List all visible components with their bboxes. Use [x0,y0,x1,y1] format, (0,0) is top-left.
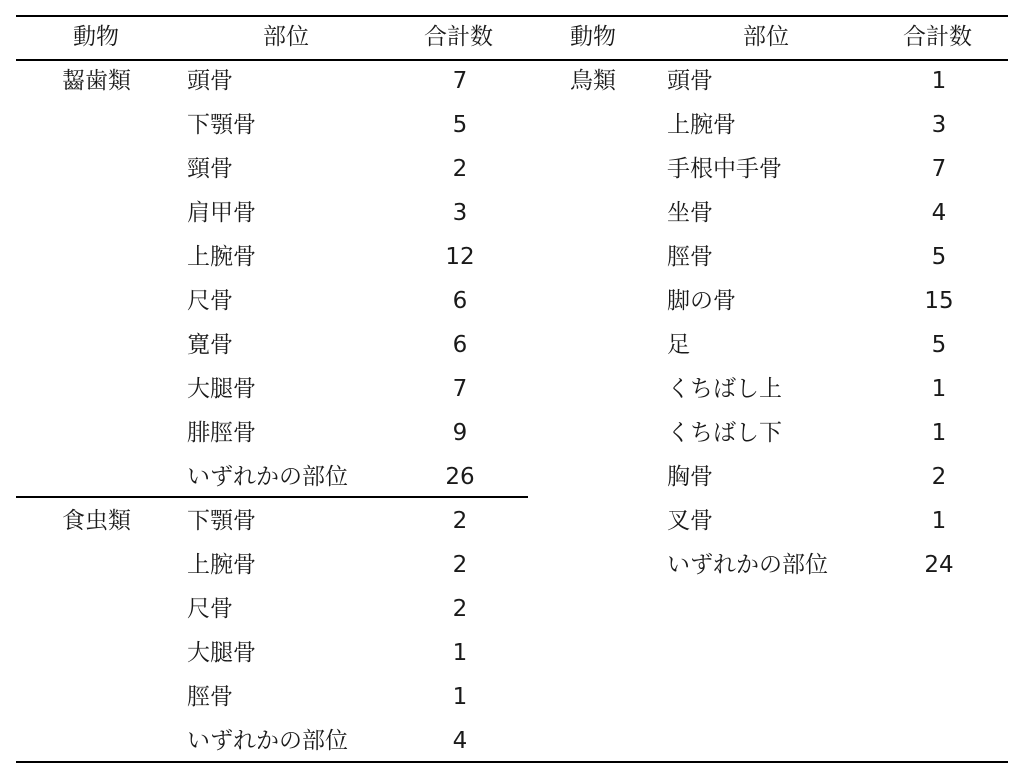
group-divider-rule [16,496,528,498]
table-row-part: 足 [667,332,690,358]
table-row-part: 肩甲骨 [187,200,256,226]
header-part-left: 部位 [263,24,309,50]
header-part-right: 部位 [743,24,789,50]
table-row-total: 6 [452,332,468,358]
table-row-total: 2 [452,596,468,622]
table-row-total: 12 [445,244,475,270]
table-row-total: 7 [452,68,468,94]
table-row-part: くちばし上 [667,376,782,402]
table-row-total: 1 [931,420,947,446]
table-row-part: 叉骨 [667,508,713,534]
table-row-total: 4 [931,200,947,226]
table-row-part: 下顎骨 [187,112,256,138]
table-row-total: 9 [452,420,468,446]
table-row-total: 15 [924,288,954,314]
table-row-part: 手根中手骨 [667,156,782,182]
table-row-part: いずれかの部位 [667,552,828,578]
bottom-rule [16,761,1008,763]
header-total-left: 合計数 [424,24,493,50]
table-row-total: 3 [452,200,468,226]
table-row-total: 2 [452,156,468,182]
table-row-total: 2 [452,508,468,534]
group-label-insectivores: 食虫類 [62,508,131,534]
header-animal-left: 動物 [73,24,119,50]
table-row-total: 4 [452,728,468,754]
table-row-part: いずれかの部位 [187,728,348,754]
header-rule [16,59,1008,61]
table-row-total: 2 [931,464,947,490]
table-row-part: 上腕骨 [667,112,736,138]
table-row-total: 6 [452,288,468,314]
table-row-part: 大腿骨 [187,376,256,402]
table-row-part: 上腕骨 [187,552,256,578]
table-row-part: 尺骨 [187,288,233,314]
table-row-total: 1 [931,376,947,402]
table-row-part: 坐骨 [667,200,713,226]
table-row-part: 尺骨 [187,596,233,622]
table-row-part: 頸骨 [187,156,233,182]
table-row-total: 5 [452,112,468,138]
table-row-total: 5 [931,244,947,270]
table-row-part: 上腕骨 [187,244,256,270]
table-row-total: 2 [452,552,468,578]
table-row-total: 24 [924,552,954,578]
table-row-part: 頭骨 [187,68,233,94]
table-row-part: 脛骨 [667,244,713,270]
table-row-total: 5 [931,332,947,358]
table-row-total: 1 [931,68,947,94]
top-rule [16,15,1008,17]
table-row-total: 7 [931,156,947,182]
table-row-part: 頭骨 [667,68,713,94]
table-row-part: 腓脛骨 [187,420,256,446]
group-label-birds: 鳥類 [570,68,616,94]
table-row-total: 1 [931,508,947,534]
group-label-rodents: 齧歯類 [62,68,131,94]
table-row-total: 7 [452,376,468,402]
table-row-part: 脚の骨 [667,288,736,314]
table-row-part: 脛骨 [187,684,233,710]
table-row-part: いずれかの部位 [187,464,348,490]
table-row-total: 26 [445,464,475,490]
table-row-part: 胸骨 [667,464,713,490]
table-row-total: 3 [931,112,947,138]
table-row-total: 1 [452,684,468,710]
table-row-part: 大腿骨 [187,640,256,666]
header-total-right: 合計数 [903,24,972,50]
header-animal-right: 動物 [570,24,616,50]
table-row-part: 下顎骨 [187,508,256,534]
table-row-part: 寛骨 [187,332,233,358]
table-row-part: くちばし下 [667,420,782,446]
table-row-total: 1 [452,640,468,666]
